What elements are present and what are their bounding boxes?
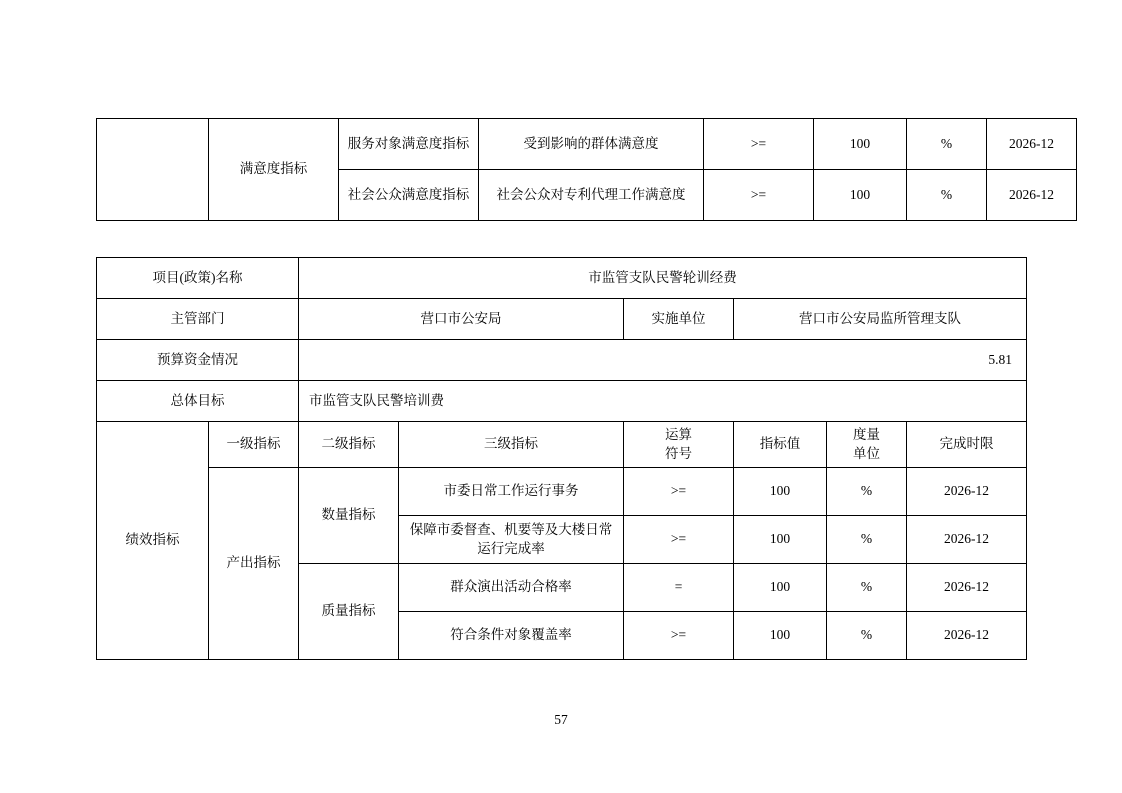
- table-row-department: [97, 299, 1027, 340]
- header-deadline: 完成时限: [907, 422, 1027, 468]
- cell-value: 100: [814, 119, 907, 170]
- table-row: [97, 468, 1027, 516]
- cell-deadline: 2026-12: [907, 516, 1027, 564]
- header-value: 指标值: [734, 422, 827, 468]
- label-quality-indicator: 质量指标: [299, 564, 399, 660]
- cell-unit: %: [907, 170, 987, 221]
- header-operator-line2: 符号: [665, 445, 692, 461]
- cell-unit: %: [827, 612, 907, 660]
- label-quantity-indicator: 数量指标: [299, 468, 399, 564]
- label-implementing-unit: 实施单位: [624, 299, 734, 340]
- table-row-project-name: [97, 258, 1027, 299]
- cell-level3: 社会公众对专利代理工作满意度: [479, 170, 704, 221]
- cell-operator: >=: [704, 119, 814, 170]
- cell-level3: 群众演出活动合格率: [399, 564, 624, 612]
- cell-value: 100: [734, 468, 827, 516]
- value-project-name: 市监管支队民警轮训经费: [299, 258, 1027, 299]
- cell-group-label: 满意度指标: [209, 119, 339, 221]
- cell-deadline: 2026-12: [907, 564, 1027, 612]
- label-department: 主管部门: [97, 299, 299, 340]
- cell-unit: %: [827, 468, 907, 516]
- cell-operator: >=: [624, 612, 734, 660]
- table-row-header: [97, 422, 1027, 468]
- cell-level2: 服务对象满意度指标: [339, 119, 479, 170]
- label-output-indicator: 产出指标: [209, 468, 299, 660]
- cell-unit: %: [827, 516, 907, 564]
- cell-level3: 符合条件对象覆盖率: [399, 612, 624, 660]
- cell-value: 100: [734, 516, 827, 564]
- header-operator: [624, 422, 734, 468]
- cell-deadline: 2026-12: [907, 468, 1027, 516]
- cell-unit: %: [907, 119, 987, 170]
- table-row-overall-goal: [97, 381, 1027, 422]
- cell-operator: >=: [624, 516, 734, 564]
- header-unit-line2: 单位: [853, 445, 880, 461]
- cell-deadline: 2026-12: [987, 119, 1077, 170]
- label-project-name: 项目(政策)名称: [97, 258, 299, 299]
- project-performance-table: [96, 257, 1027, 660]
- table-row-budget: [97, 340, 1027, 381]
- cell-unit: %: [827, 564, 907, 612]
- label-budget: 预算资金情况: [97, 340, 299, 381]
- cell-value: 100: [734, 612, 827, 660]
- cell-operator: >=: [704, 170, 814, 221]
- value-implementing-unit: 营口市公安局监所管理支队: [734, 299, 1027, 340]
- table-row: [97, 119, 1077, 170]
- page-number: 57: [554, 712, 568, 727]
- header-level1: 一级指标: [209, 422, 299, 468]
- header-level3: 三级指标: [399, 422, 624, 468]
- header-unit-line1: 度量: [853, 427, 880, 443]
- value-overall-goal: 市监管支队民警培训费: [299, 381, 1027, 422]
- cell-deadline: 2026-12: [987, 170, 1077, 221]
- header-unit: [827, 422, 907, 468]
- label-overall-goal: 总体目标: [97, 381, 299, 422]
- cell-level3: 受到影响的群体满意度: [479, 119, 704, 170]
- cell-level3: 市委日常工作运行事务: [399, 468, 624, 516]
- value-budget: 5.81: [299, 340, 1027, 381]
- cell-deadline: 2026-12: [907, 612, 1027, 660]
- cell-value: 100: [734, 564, 827, 612]
- cell-value: 100: [814, 170, 907, 221]
- cell-level3: 保障市委督查、机要等及大楼日常运行完成率: [399, 516, 624, 564]
- satisfaction-indicator-table: [96, 118, 1077, 221]
- header-operator-line1: 运算: [665, 427, 692, 443]
- label-performance-indicator: 绩效指标: [97, 422, 209, 660]
- value-department: 营口市公安局: [299, 299, 624, 340]
- cell-operator: >=: [624, 468, 734, 516]
- cell-level2: 社会公众满意度指标: [339, 170, 479, 221]
- cell-empty-leading: [97, 119, 209, 221]
- cell-operator: =: [624, 564, 734, 612]
- header-level2: 二级指标: [299, 422, 399, 468]
